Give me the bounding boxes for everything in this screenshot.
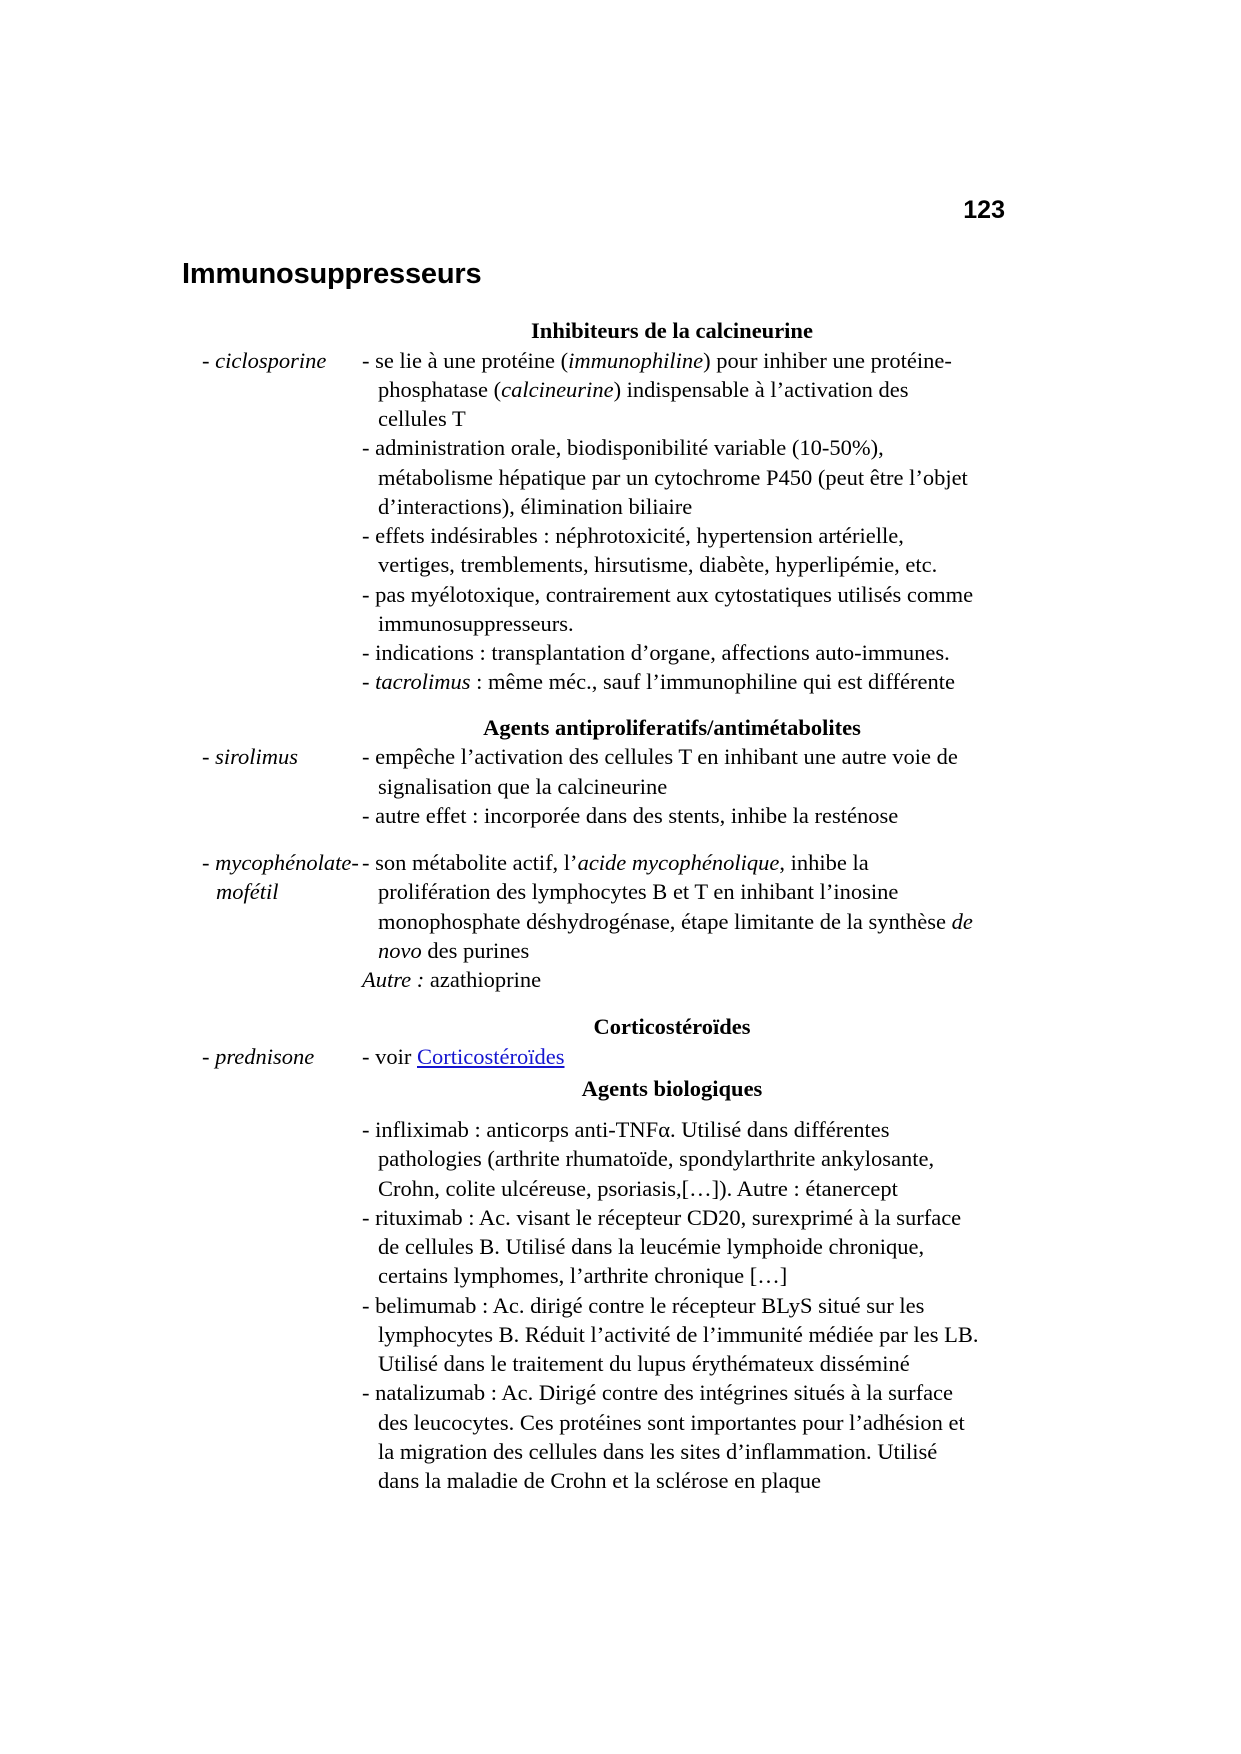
bullet-text: ) pour inhiber une protéine-phosphatase ( [378, 347, 952, 402]
biologics-list [362, 1115, 982, 1495]
drug-body-prednisone [362, 1042, 982, 1071]
bullet-sirolimus-stents: - autre effet : incorporée dans des stents, inhibe la resténose [362, 802, 899, 828]
term-acide-mycophenolique: acide mycophénolique [577, 850, 780, 876]
note-label-autre: Autre : [362, 967, 425, 993]
bullet-rituximab: - rituximab : Ac. visant le récepteur CD20, surexprimé à la surface de cellules B. Utilisé dans la leucémie lymphoide chronique, certains lymphomes, l’arthrite chronique […] [362, 1204, 962, 1289]
bullet-sirolimus-mechanism: - empêche l’activation des cellules T en inhibant une autre voie de signalisation que la calcineurine [362, 744, 958, 799]
term-de-novo: de novo [378, 908, 973, 963]
bullet-mechanism [362, 346, 982, 434]
page-number: 123 [963, 196, 1005, 224]
bullet-mycophenolate-mechanism [362, 848, 982, 965]
term-calcineurine: calcineurine [501, 376, 614, 402]
drug-row-sirolimus [182, 742, 982, 830]
bullet-adverse-effects: - effets indésirables : néphrotoxicité, hypertension artérielle, vertiges, tremblements, hirsutisme, diabète, hyperlipémie, etc. [362, 523, 938, 578]
page-title: Immunosuppresseurs [182, 258, 482, 290]
drug-label-ciclosporine: - ciclosporine [202, 347, 327, 373]
bullet-text: ) indispensable à l’activation des cellules T [378, 376, 909, 432]
drug-label-sirolimus: - sirolimus [202, 744, 299, 770]
drug-body-ciclosporine [362, 346, 982, 697]
note-autre-azathioprine [362, 965, 982, 994]
bullet-text: , inhibe la prolifération des lymphocytes B et T en inhibant l’inosine monophosphate déshydrogénase, étape limitante de la synthèse [378, 850, 952, 934]
drug-label-line1: - mycophénolate- [202, 850, 359, 876]
bullet-tacrolimus [362, 667, 982, 696]
section-heading-corticosteroides: Corticostéroïdes [593, 1014, 751, 1040]
bullet-belimumab: - belimumab : Ac. dirigé contre le récepteur BLyS situé sur les lymphocytes B. Réduit l’activité de l’immunité médiée par les LB. Utilisé dans le traitement du lupus érythémateux disséminé [362, 1292, 979, 1376]
bullet-prednisone-xref [362, 1042, 982, 1071]
bullet-text: - son métabolite actif, l’ [362, 850, 578, 876]
drug-row-mycophenolate [182, 848, 982, 994]
bullet-text: : même méc., sauf l’immunophiline qui est différente [470, 669, 955, 695]
term-immunophiline: immunophiline [568, 347, 704, 373]
bullet-text: - se lie à une protéine ( [362, 347, 569, 373]
section-heading-calcineurine: Inhibiteurs de la calcineurine [531, 318, 813, 343]
drug-label-prednisone: - prednisone [202, 1044, 315, 1070]
drug-body-mycophenolate [362, 848, 982, 994]
drug-row-ciclosporine [182, 346, 982, 697]
section-heading-antiproliferatifs: Agents antiproliferatifs/antimétabolites [483, 714, 861, 740]
drug-row-prednisone [182, 1042, 982, 1071]
bullet-pharmacokinetics: - administration orale, biodisponibilité variable (10-50%), métabolisme hépatique par un cytochrome P450 (peut être l’objet d’interactions), élimination biliaire [362, 435, 968, 519]
note-text: azathioprine [424, 967, 542, 993]
link-corticosteroides[interactable]: Corticostéroïdes [417, 1044, 565, 1070]
section-heading-agents-biologiques: Agents biologiques [581, 1076, 763, 1102]
drug-label-mycophenolate [182, 848, 362, 907]
bullet-infliximab: - infliximab : anticorps anti-TNFα. Utilisé dans différentes pathologies (arthrite rhumatoïde, spondylarthrite ankylosante, Crohn, colite ulcéreuse, psoriasis,[…]). Autre : étanercept [362, 1117, 935, 1201]
document-content [182, 310, 982, 1495]
bullet-dash: - [362, 669, 376, 695]
drug-label-line2: mofétil [216, 879, 279, 905]
bullet-indications: - indications : transplantation d’organe, affections auto-immunes. [362, 640, 950, 666]
term-tacrolimus: tacrolimus [375, 669, 471, 695]
drug-body-sirolimus [362, 742, 982, 830]
bullet-text: - voir [362, 1044, 417, 1070]
bullet-natalizumab: - natalizumab : Ac. Dirigé contre des intégrines situés à la surface des leucocytes. Ces protéines sont importantes pour l’adhésion et la migration des cellules dans les sites d’inflammation. Utilisé dans la maladie de Crohn et la sclérose en plaque [362, 1380, 965, 1493]
bullet-text: des purines [421, 937, 530, 963]
bullet-myelotoxicity: - pas myélotoxique, contrairement aux cytostatiques utilisés comme immunosuppresseurs. [362, 581, 974, 636]
